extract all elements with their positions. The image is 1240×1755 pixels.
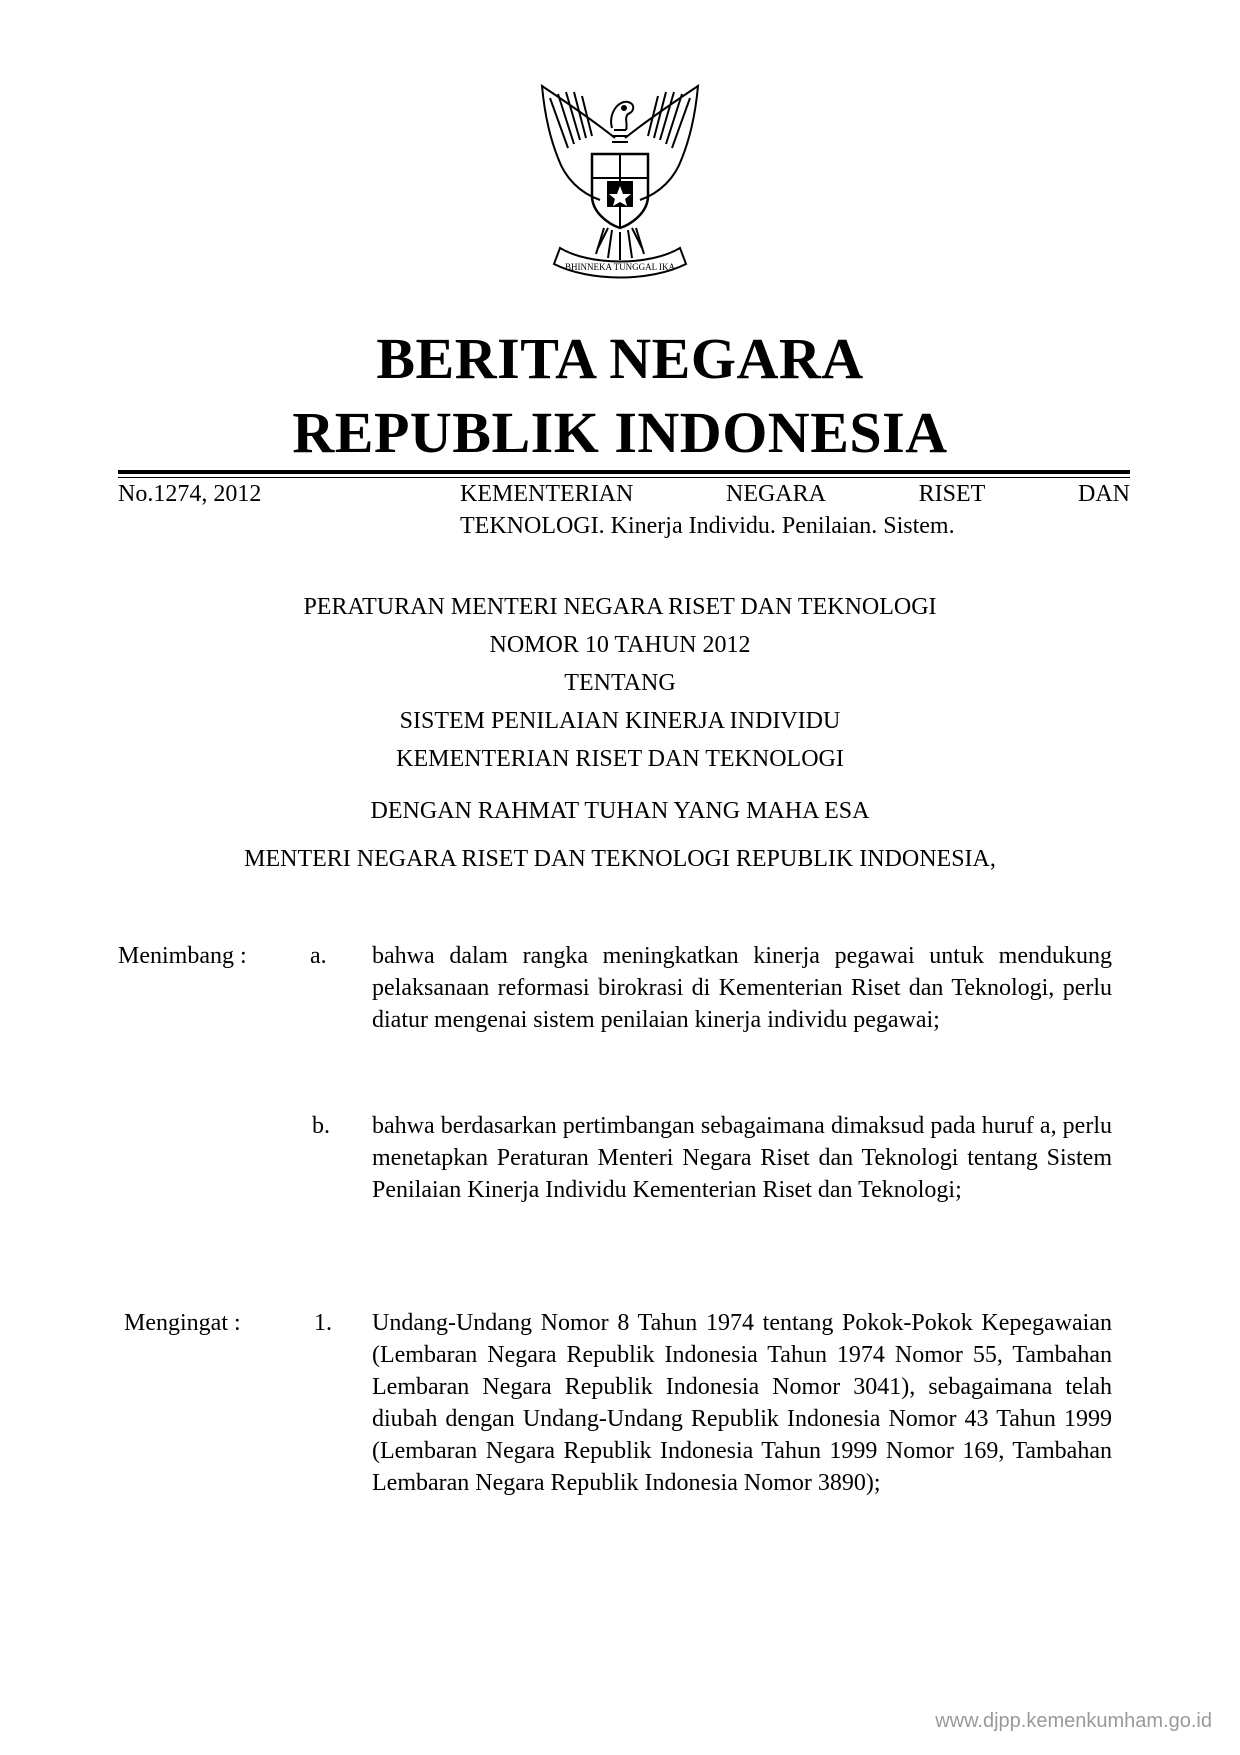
mengingat-1-text: Undang-Undang Nomor 8 Tahun 1974 tentang Pokok-Pokok Kepegawaian (Lembaran Negara Republik Indonesia Tahun 1974 Nomor 55, Tambahan Lembaran Negara Republik Indonesia Nomor 3041), sebagaimana telah diubah dengan Undang-Undang Republik Indonesia Nomor 43 Tahun 1999 (Lembaran Negara Republik Indonesia Tahun 1999 Nomor 169, Tambahan Lembaran Negara Republik Indonesia Nomor 3890);	[372, 1310, 1112, 1496]
regulation-number: NOMOR 10 TAHUN 2012	[489, 632, 751, 658]
preamble	[0, 796, 1240, 892]
gazette-subject	[460, 478, 1130, 542]
svg-text:BHINNEKA TUNGGAL IKA: BHINNEKA TUNGGAL IKA	[565, 262, 675, 272]
menimbang-a-text: bahwa dalam rangka meningkatkan kinerja pegawai untuk mendukung pelaksanaan reformasi birokrasi di Kementerian Riset dan Teknologi, perlu diatur mengenai sistem penilaian kinerja individu pegawai;	[372, 943, 1112, 1033]
garuda-emblem-icon	[520, 78, 720, 298]
menimbang-b-marker: b.	[312, 1113, 330, 1139]
gazette-title-line2: REPUBLIK INDONESIA	[292, 400, 948, 465]
subject-line1	[460, 478, 1130, 510]
gazette-title-line1: BERITA NEGARA	[376, 326, 864, 391]
subject-word: RISET	[918, 481, 986, 507]
menimbang-label: Menimbang :	[118, 943, 247, 969]
source-url: www.djpp.kemenkumham.go.id	[935, 1710, 1212, 1732]
gazette-number: No.1274, 2012	[118, 481, 262, 507]
menimbang-a-marker: a.	[310, 943, 327, 969]
subject-word: KEMENTERIAN	[460, 481, 634, 507]
mengingat-label: Mengingat :	[124, 1310, 241, 1336]
subject-word: NEGARA	[725, 481, 826, 507]
header-rule-thick	[118, 470, 1130, 474]
regulation-subject: SISTEM PENILAIAN KINERJA INDIVIDU	[399, 708, 841, 734]
menimbang-b-text: bahwa berdasarkan pertimbangan sebagaimana dimaksud pada huruf a, perlu menetapkan Peraturan Menteri Negara Riset dan Teknologi tentang Sistem Penilaian Kinerja Individu Kementerian Riset dan Teknologi;	[372, 1113, 1112, 1203]
mengingat-1-marker: 1.	[314, 1310, 332, 1336]
regulation-ministry: KEMENTERIAN RISET DAN TEKNOLOGI	[396, 746, 844, 772]
preamble-line2: MENTERI NEGARA RISET DAN TEKNOLOGI REPUBLIK INDONESIA,	[244, 846, 996, 872]
regulation-title	[0, 592, 1240, 782]
subject-word: DAN	[1078, 481, 1130, 507]
subject-line2: TEKNOLOGI. Kinerja Individu. Penilaian. Sistem.	[460, 513, 955, 539]
regulation-line: PERATURAN MENTERI NEGARA RISET DAN TEKNOLOGI	[303, 594, 937, 620]
regulation-tentang: TENTANG	[564, 670, 676, 696]
preamble-line1: DENGAN RAHMAT TUHAN YANG MAHA ESA	[370, 798, 870, 824]
